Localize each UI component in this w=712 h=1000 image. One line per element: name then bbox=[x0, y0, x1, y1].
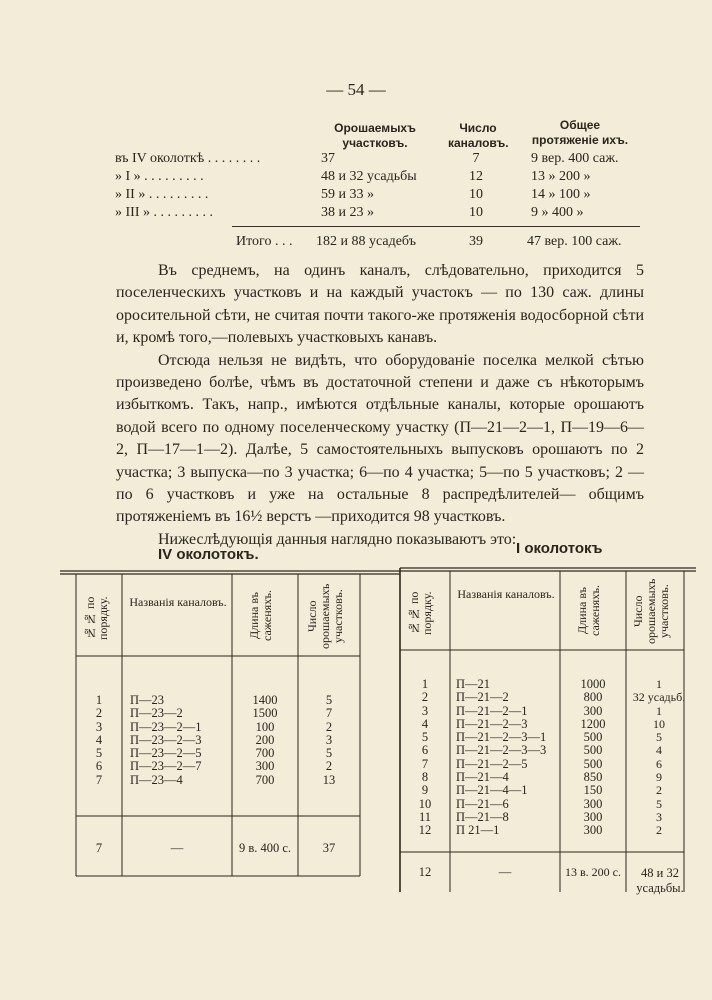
table-i-total-num: 12 bbox=[418, 865, 432, 879]
table-i-cell: 150 bbox=[583, 783, 603, 798]
table-i-cell: 10 bbox=[418, 796, 432, 811]
table-i-cell: П—21—2—3 bbox=[456, 716, 528, 731]
table-i-cell: 6 bbox=[656, 756, 662, 771]
table-iv-cell: 1500 bbox=[252, 706, 278, 721]
table-i-col-num bbox=[400, 678, 450, 838]
table-i-col-name bbox=[456, 678, 560, 838]
table-iv-cell: 700 bbox=[255, 746, 275, 761]
table-iv-col-plots bbox=[298, 694, 360, 787]
paragraph: Отсюда нельзя не видѣть, что оборудованіе поселка мелкой сѣтью произведено болѣе, чѣмъ въ достаточной степени и даже съ нѣкоторымъ избыткомъ. Такъ, напр., имѣются отдѣльные каналы, которые орошаютъ водой всего по одному поселенческому участку (П—21—2—1, П—19—6—2, П—17—1—2). Далѣе, 5 самостоятельныхъ выпусковъ орошаютъ по 2 участка; 3 выпуска—по 3 участка; 6—по 4 участка; 5—по 5 участковъ; 2 — по 6 участковъ и уже на остальные 8 распредѣлителей— общимъ протяженіемъ въ 16½ верстъ —приходится 98 участковъ. bbox=[116, 351, 644, 526]
table-iv-cell: П—23—2 bbox=[130, 706, 183, 721]
table-iv-cell: 5 bbox=[95, 746, 103, 761]
table-iv-col-length bbox=[232, 694, 298, 787]
table-iv-cell: 100 bbox=[255, 719, 275, 734]
table-i-total-name: — bbox=[498, 865, 512, 879]
table-i-cell: 500 bbox=[583, 743, 603, 758]
table-i-cell: 1200 bbox=[580, 716, 606, 731]
table-iv-cell: П—23—2—1 bbox=[130, 719, 202, 734]
table-iv-header-plots: Число орошаемыхъ участковъ. bbox=[305, 583, 345, 649]
table-iv-cell: 2 bbox=[325, 759, 333, 774]
table-i-cell: П 21—1 bbox=[456, 823, 500, 838]
table-iv-cell: 2 bbox=[325, 719, 333, 734]
table-i-cell: 2 bbox=[656, 783, 662, 798]
table-iv-header-name: Названія каналовъ. bbox=[129, 595, 227, 609]
paragraph: Въ среднемъ, на одинъ каналъ, слѣдовательно, приходится 5 поселенческихъ участковъ и на каждый участокъ — по 130 саж. длины оросительной сѣти, не считая почти такого-же протяженія водосборной сѣти и, кромѣ того,—полевыхъ участковыхъ канавъ. bbox=[116, 262, 644, 347]
table-i-cell: П—21—2—5 bbox=[456, 756, 528, 771]
table-i-header-plots: Число орошаемыхъ участковъ. bbox=[631, 578, 671, 644]
table-i-cell: П—21—2—3—3 bbox=[456, 743, 547, 758]
table-iv-cell: 6 bbox=[95, 759, 103, 774]
table-iv-title: IV околотокъ. bbox=[158, 546, 259, 563]
table-iv-cell: П—23—2—5 bbox=[130, 746, 202, 761]
table-iv-cell: 7 bbox=[95, 772, 103, 787]
table-i-cell: 3 bbox=[421, 703, 429, 718]
table-iv-total-plots: 37 bbox=[322, 841, 336, 855]
table-iv-cell: 3 bbox=[95, 719, 103, 734]
page-number: — 54 — bbox=[326, 80, 386, 99]
table-i-cell: 800 bbox=[583, 690, 603, 705]
table-i-header-name: Названія каналовъ. bbox=[457, 587, 555, 601]
table-iv-cell: П—23—2—3 bbox=[130, 732, 202, 747]
table-i-cell: 4 bbox=[656, 743, 662, 758]
table-iv-cell: 300 bbox=[255, 759, 275, 774]
table-iv-header-length: Длина въ саженяхъ. bbox=[247, 590, 274, 642]
table-iv-cell: 200 bbox=[255, 732, 275, 747]
summary-row: » I » . . . . . . . . . 48 и 32 усадьбы 12 13 » 200 » bbox=[115, 169, 591, 184]
table-i-cell: 850 bbox=[583, 770, 603, 785]
table-iv-cell: 5 bbox=[325, 746, 333, 761]
table-i-cell: П—21—2 bbox=[456, 690, 509, 705]
table-i-cell: 1 bbox=[656, 677, 662, 691]
table-iv-cell: 7 bbox=[325, 706, 333, 721]
table-iv-total-name: — bbox=[170, 841, 184, 855]
table-i-cell: 5 bbox=[656, 730, 662, 745]
table-i-cell: 12 bbox=[418, 823, 432, 838]
table-i-cell: 9 bbox=[656, 770, 662, 785]
summary-row: » II » . . . . . . . . . 59 и 33 » 10 14 » 100 » bbox=[115, 187, 591, 202]
table-i-cell: 300 bbox=[583, 796, 603, 811]
table-i-cell: 300 bbox=[583, 823, 603, 838]
summary-row: въ IV околоткѣ . . . . . . . . 37 7 9 вер. 400 саж. bbox=[115, 151, 619, 166]
table-i-cell: П—21—8 bbox=[456, 809, 509, 824]
table-i-header-num: №№ по порядку. bbox=[407, 591, 434, 635]
table-i-cell: 2 bbox=[421, 690, 429, 705]
table-iv-cell: П—23—2—7 bbox=[130, 759, 202, 774]
table-i-total-length: 13 в. 200 с. bbox=[565, 865, 621, 879]
table-i-cell: 500 bbox=[583, 756, 603, 771]
table-i-cell: 4 bbox=[421, 716, 429, 731]
table-iv-col-name bbox=[130, 694, 230, 787]
table-iv-header-num: №№ по порядку. bbox=[83, 596, 110, 640]
summary-row: » III » . . . . . . . . . 38 и 23 » 10 9 » 400 » bbox=[115, 205, 584, 220]
table-iv-cell: 700 bbox=[255, 772, 275, 787]
table-i-cell: 9 bbox=[421, 783, 429, 798]
table-i-cell: П—21—2—1 bbox=[456, 703, 528, 718]
table-i-cell: 11 bbox=[418, 809, 432, 824]
table-i-cell: 1 bbox=[656, 703, 662, 718]
table-i-header-length: Длина въ саженяхъ. bbox=[575, 585, 602, 637]
table-iv-cell: 5 bbox=[325, 693, 333, 707]
table-iv-col-num bbox=[76, 694, 122, 787]
table-i-cell: 1 bbox=[421, 677, 429, 691]
table-i-total-plots: 48 и 32 усадьбы. bbox=[636, 866, 684, 895]
table-iv-cell: 2 bbox=[95, 706, 103, 721]
table-i-cell: П—21—6 bbox=[456, 796, 509, 811]
table-i-cell: 32 усадьб. bbox=[632, 690, 686, 705]
summary-header-count: Число каналовъ. bbox=[448, 121, 509, 150]
table-iv-cell: П—23—4 bbox=[130, 772, 183, 787]
table-i-cell: П—21—4—1 bbox=[456, 783, 528, 798]
table-i-cell: П—21 bbox=[456, 677, 491, 691]
table-i-cell: 10 bbox=[653, 716, 665, 731]
table-i-cell: 3 bbox=[656, 809, 662, 824]
table-i-cell: П—21—4 bbox=[456, 770, 509, 785]
table-iv-cell: 4 bbox=[95, 732, 103, 747]
table-i-cell: 7 bbox=[421, 756, 429, 771]
table-iv-cell: 13 bbox=[322, 772, 336, 787]
table-iv-cell: 1400 bbox=[252, 693, 278, 707]
table-i-cell: 8 bbox=[421, 770, 429, 785]
table-i-col-length bbox=[560, 678, 626, 838]
table-i-title: I околотокъ bbox=[516, 540, 603, 557]
table-iv-cell: П—23 bbox=[130, 693, 165, 707]
table-i-cell: 5 bbox=[656, 796, 662, 811]
summary-total-row: Итого . . . 182 и 88 усадебъ 39 47 вер. 100 саж. bbox=[236, 234, 622, 249]
table-i-col-plots bbox=[626, 678, 692, 838]
paragraph: Нижеслѣдующія данныя наглядно показываютъ это: bbox=[158, 530, 517, 548]
table-i-cell: 500 bbox=[583, 730, 603, 745]
table-iv-total-length: 9 в. 400 с. bbox=[238, 841, 292, 855]
summary-header-length: Общее протяженіе ихъ. bbox=[531, 118, 629, 147]
table-i-cell: 1000 bbox=[580, 677, 606, 691]
table-i-cell: 2 bbox=[656, 823, 662, 838]
table-iv-cell: 1 bbox=[95, 693, 103, 707]
table-i-cell: 300 bbox=[583, 703, 603, 718]
table-iv-total-num: 7 bbox=[95, 841, 103, 855]
table-i-cell: 300 bbox=[583, 809, 603, 824]
summary-header-area: Орошаемыхъ участковъ. bbox=[334, 121, 416, 150]
table-i-cell: 5 bbox=[421, 730, 429, 745]
table-i-cell: П—21—2—3—1 bbox=[456, 730, 547, 745]
table-iv-cell: 3 bbox=[325, 732, 333, 747]
table-i-cell: 6 bbox=[421, 743, 429, 758]
